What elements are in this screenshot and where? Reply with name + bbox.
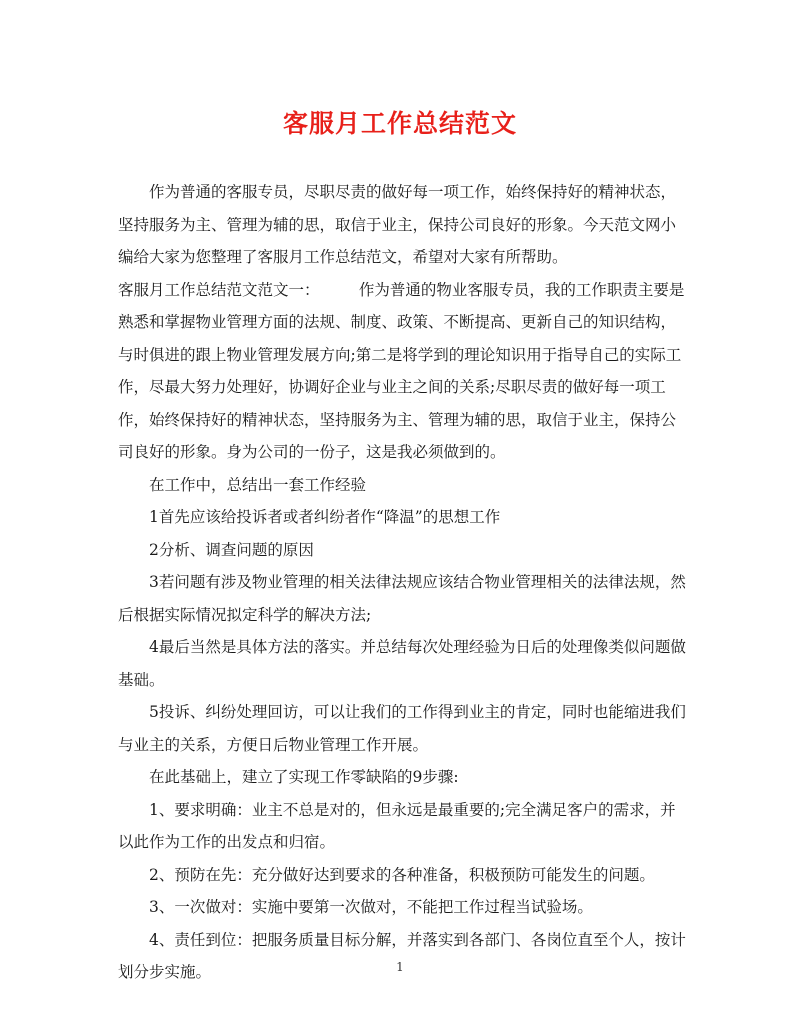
paragraph-text: 客服月工作总结范文范文一： 作为普通的物业客服专员，我的工作职责主要是熟悉和掌握物业管理方面的法规、制度、政策、不断提高、更新自己的知识结构，与时俱进的跟上物业管理发展方向;第二是将学到的理论知识用于指导自己的实际工作，尽最大努力处理好，协调好企业与业主之间的关系;尽职尽责的做好每一项工作，始终保持好的精神状态，坚持服务为主、管理为辅的思，取信于业主，保持公司良好的形象。身为公司的一份子，这是我必须做到的。 — [118, 280, 685, 461]
paragraph-text: 4最后当然是具体方法的落实。并总结每次处理经验为日后的处理像类似问题做基础。 — [118, 638, 686, 689]
document-title: 客服月工作总结范文 — [282, 109, 517, 138]
paragraph-step-4 — [118, 631, 688, 696]
paragraph-nine-step-1 — [118, 794, 688, 859]
paragraph-nine-step-3 — [118, 891, 688, 924]
paragraph-nine-step-4 — [118, 924, 688, 989]
paragraph-step-5 — [118, 696, 688, 761]
paragraph-text: 4、责任到位：把服务质量目标分解，并落实到各部门、各岗位直至个人，按计划分步实施。 — [118, 930, 686, 981]
paragraph-text: 在工作中，总结出一套工作经验 — [149, 475, 367, 494]
paragraph-text: 2、预防在先：充分做好达到要求的各种准备，积极预防可能发生的问题。 — [149, 865, 655, 884]
paragraph-sample-one — [118, 274, 688, 469]
paragraph-step-3 — [118, 566, 688, 631]
paragraph-nine-steps-heading — [118, 761, 688, 794]
paragraph-text: 3、一次做对：实施中要第一次做对，不能把工作过程当试验场。 — [149, 898, 593, 916]
paragraph-text: 5投诉、纠纷处理回访，可以让我们的工作得到业主的肯定，同时也能缩进我们与业主的关系，方便日后物业管理工作开展。 — [118, 703, 686, 754]
paragraph-experience-heading — [118, 469, 688, 502]
paragraph-step-2 — [118, 534, 688, 567]
paragraph-text: 1首先应该给投诉者或者纠纷者作“降温”的思想工作 — [149, 508, 501, 526]
paragraph-nine-step-2 — [118, 859, 688, 892]
paragraph-intro — [118, 176, 688, 274]
paragraph-step-1 — [118, 501, 688, 534]
page-number: 1 — [396, 960, 404, 974]
paragraph-text: 1、要求明确：业主不总是对的，但永远是最重要的;完全满足客户的需求，并以此作为工作的出发点和归宿。 — [118, 800, 676, 851]
paragraph-text: 3若问题有涉及物业管理的相关法律法规应该结合物业管理相关的法律法规，然后根据实际情况拟定科学的解决方法; — [118, 573, 686, 624]
paragraph-text: 2分析、调查问题的原因 — [149, 540, 314, 559]
paragraph-text: 在此基础上，建立了实现工作零缺陷的9步骤: — [149, 768, 459, 786]
document-body — [118, 176, 688, 989]
paragraph-text: 作为普通的客服专员，尽职尽责的做好每一项工作，始终保持好的精神状态，坚持服务为主、管理为辅的思，取信于业主，保持公司良好的形象。今天范文网小编给大家为您整理了客服月工作总结范文，希望对大家有所帮助。 — [118, 183, 677, 266]
